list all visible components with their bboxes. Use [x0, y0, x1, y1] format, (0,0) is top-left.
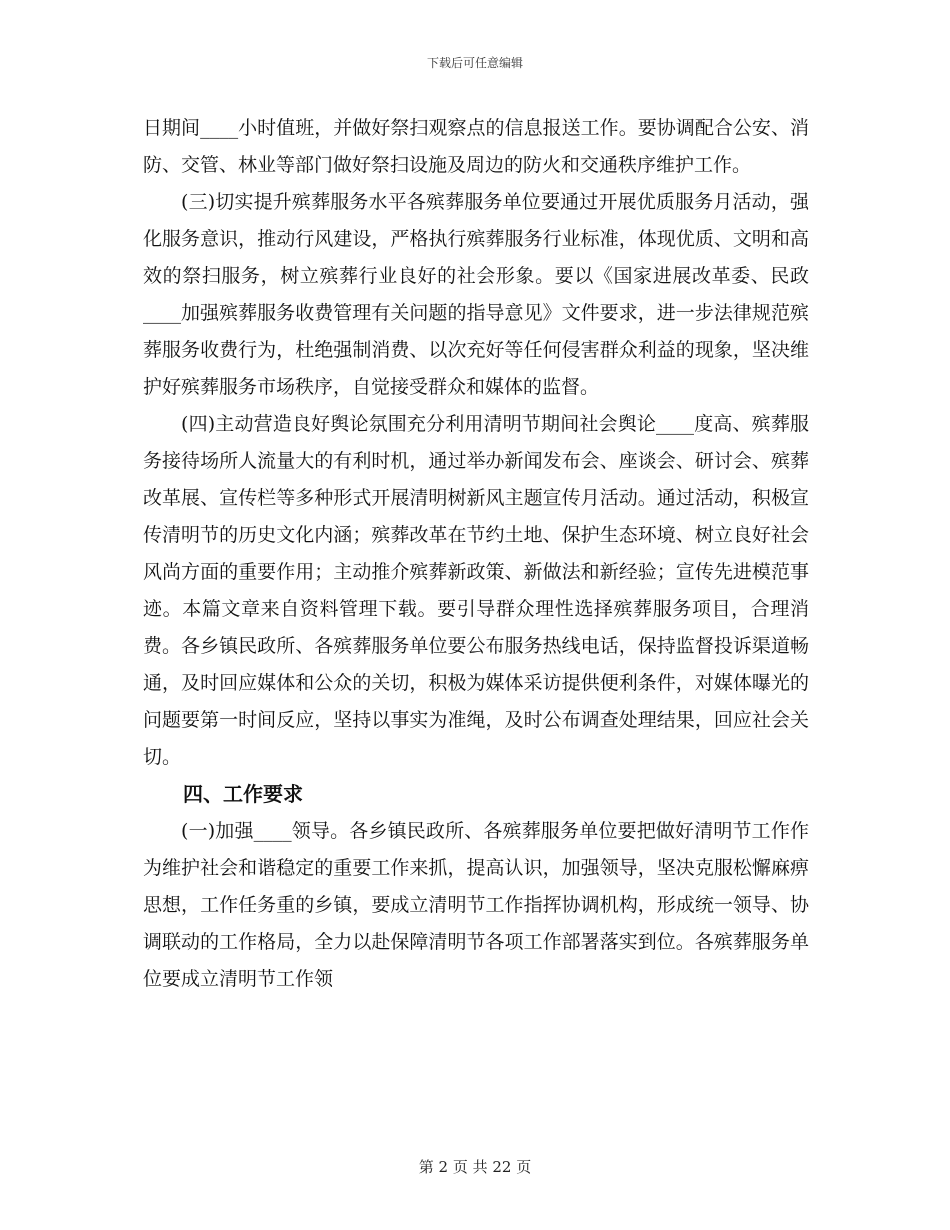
- section-heading-work-requirements: 四、工作要求: [183, 782, 303, 806]
- document-body: [143, 110, 809, 998]
- paragraph-section-4: (四)主动营造良好舆论氛围充分利用清明节期间社会舆论____度高、殡葬服务接待场所人流量大的有利时机，通过举办新闻发布会、座谈会、研讨会、殡葬改革展、宣传栏等多种形式开展清明树新风主题宣传月活动。通过活动，积极宣传清明节的历史文化内涵；殡葬改革在节约土地、保护生态环境、树立良好社会风尚方面的重要作用；主动推介殡葬新政策、新做法和新经验；宣传先进模范事迹。本篇文章来自资料管理下载。要引导群众理性选择殡葬服务项目，合理消费。各乡镇民政所、各殡葬服务单位要公布服务热线电话，保持监督投诉渠道畅通，及时回应媒体和公众的关切，积极为媒体采访提供便利条件，对媒体曝光的问题要第一时间反应，坚持以事实为准绳，及时公布调查处理结果，回应社会关切。: [143, 413, 809, 768]
- page-footer: 第 2 页 共 22 页: [418, 1158, 532, 1176]
- paragraph-continuation: 日期间____小时值班，并做好祭扫观察点的信息报送工作。要协调配合公安、消防、交管、林业等部门做好祭扫设施及周边的防火和交通秩序维护工作。: [143, 117, 809, 176]
- page-header: 下载后可任意编辑: [426, 56, 523, 70]
- paragraph-section-3: (三)切实提升殡葬服务水平各殡葬服务单位要通过开展优质服务月活动，强化服务意识，推动行风建设，严格执行殡葬服务行业标准，体现优质、文明和高效的祭扫服务，树立殡葬行业良好的社会形象。要以《国家进展改革委、民政____加强殡葬服务收费管理有关问题的指导意见》文件要求，进一步法律规范殡葬服务收费行为，杜绝强制消费、以次充好等任何侵害群众利益的现象，坚决维护好殡葬服务市场秩序，自觉接受群众和媒体的监督。: [143, 191, 809, 398]
- paragraph-requirement-1: (一)加强____领导。各乡镇民政所、各殡葬服务单位要把做好清明节工作作为维护社会和谐稳定的重要工作来抓，提高认识，加强领导，坚决克服松懈麻痹思想，工作任务重的乡镇，要成立清明节工作指挥协调机构，形成统一领导、协调联动的工作格局，全力以赴保障清明节各项工作部署落实到位。各殡葬服务单位要成立清明节工作领: [143, 820, 809, 990]
